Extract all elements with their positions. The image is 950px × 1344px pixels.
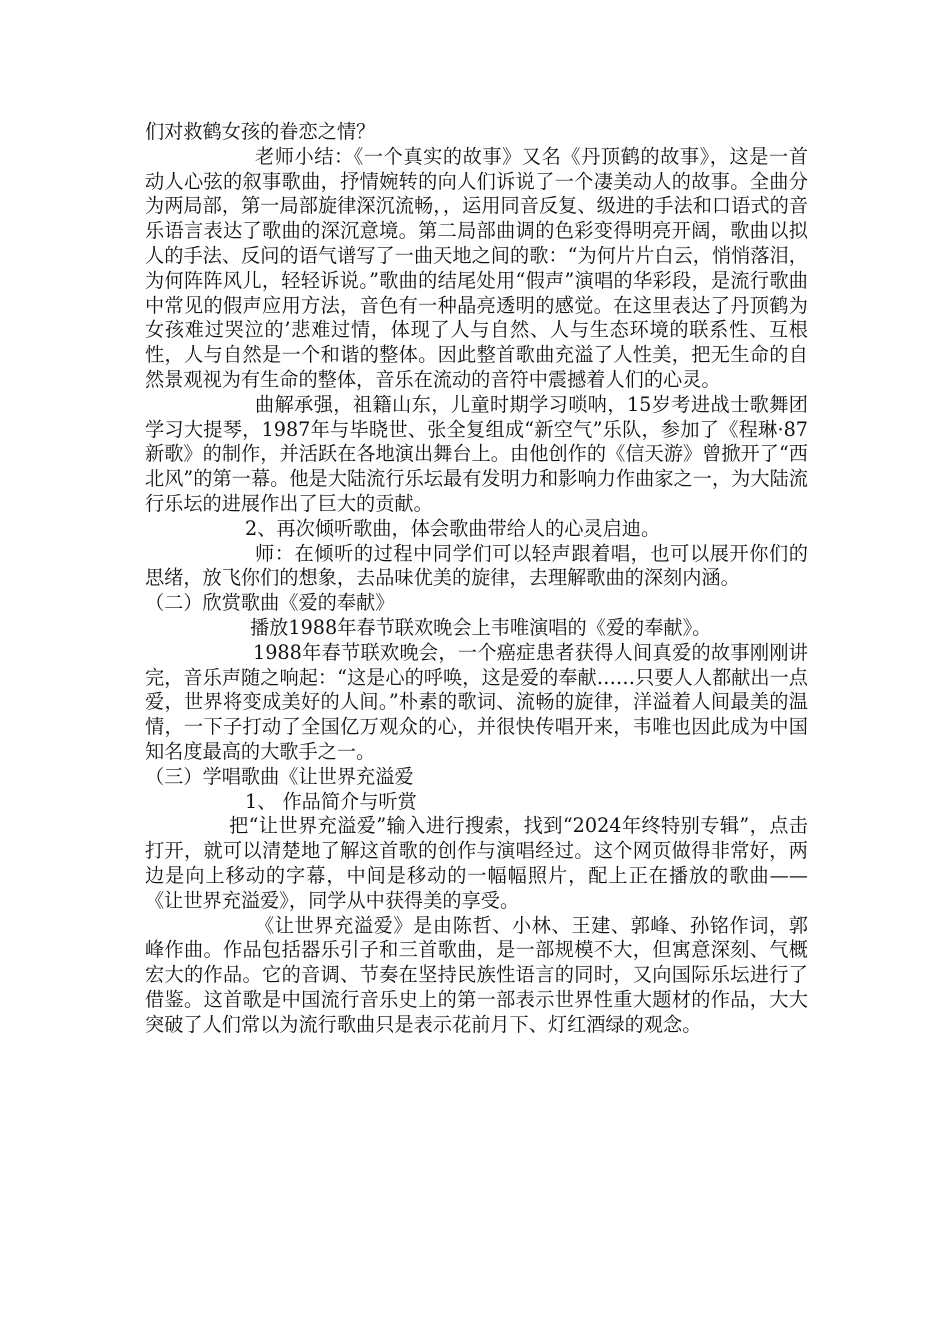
list-item-intro-listen: 1、 作品简介与听赏 [245, 789, 417, 813]
paragraph-composer-bio: 曲解承强，祖籍山东，儿童时期学习唢呐，15岁考进战士歌舞团学习大提琴，1987年与毕晓世、张全复组成“新空气”乐队，参加了《程琳·87新歌》的制作，并活跃在各地演出舞台上。由他创作的《信天游》曾掀开了“西北风”的第一幕。他是大陆流行乐坛最有发明力和影响力作曲家之一，为大陆流行乐坛的进展作出了巨大的贡献。 [145, 392, 808, 515]
section-heading-fill-world-love: （三）学唱歌曲《让世界充溢爱 [145, 764, 414, 788]
paragraph-play-video: 播放1988年春节联欢晚会上韦唯演唱的《爱的奉献》。 [250, 615, 712, 639]
paragraph-search-instructions: 把“让世界充溢爱”输入进行搜索，找到“2024年终特别专辑”，点击打开，就可以清楚地了解这首歌的创作与演唱经过。这个网页做得非常好，两边是向上移动的字幕，中间是移动的一幅幅照片，配上正在播放的歌曲——《让世界充溢爱》，同学从中获得美的享受。 [145, 814, 808, 912]
paragraph-continuation: 们对救鹤女孩的眷恋之情？ [145, 120, 376, 143]
paragraph-teacher-summary: 老师小结：《一个真实的故事》又名《丹顶鹤的故事》，这是一首动人心弦的叙事歌曲，抒情婉转的向人们诉说了一个凄美动人的故事。全曲分为两局部，第一局部旋律深沉流畅，，运用同音反复、级进的手法和口语式的音乐语言表达了歌曲的深沉意境。第二局部曲调的色彩变得明亮开阔，歌曲以拟人的手法、反问的语气谱写了一曲天地之间的歌：“为何片片白云，悄悄落泪，为何阵阵风儿，轻轻诉说。”歌曲的结尾处用“假声”演唱的华彩段，是流行歌曲中常见的假声应用方法，音色有一种晶亮透明的感觉。在这里表达了丹顶鹤为女孩难过哭泣的’悲难过情，体现了人与自然、人与生态环境的联系性、互根性，人与自然是一个和谐的整体。因此整首歌曲充溢了人性美，把无生命的自然景观视为有生命的整体，音乐在流动的音符中震撼着人们的心灵。 [145, 144, 808, 391]
paragraph-gala-story: 1988年春节联欢晚会，一个癌症患者获得人间真爱的故事刚刚讲完，音乐声随之响起：“这是心的呼唤，这是爱的奉献……只要人人都献出一点爱，世界将变成美好的人间。”朴素的歌词、流畅的旋律，洋溢着人间最美的温情，一下子打动了全国亿万观众的心，并很快传唱开来，韦唯也因此成为中国知名度最高的大歌手之一。 [145, 640, 808, 763]
paragraph-work-description: 《让世界充溢爱》是由陈哲、小林、王建、郭峰、孙铭作词，郭峰作曲。作品包括器乐引子和三首歌曲，是一部规模不大，但寓意深刻、气概宏大的作品。它的音调、节奏在坚持民族性语言的同时，又向国际乐坛进行了借鉴。这首歌是中国流行音乐史上的第一部表示世界性重大题材的作品，大大突破了人们常以为流行歌曲只是表示花前月下、灯红酒绿的观念。 [145, 913, 808, 1036]
list-item-listen-again: 2、再次倾听歌曲，体会歌曲带给人的心灵启迪。 [245, 516, 661, 540]
document-body [145, 120, 808, 1037]
paragraph-teacher-instruction: 师：在倾听的过程中同学们可以轻声跟着唱，也可以展开你们的思绪，放飞你们的想象，去品味优美的旋律，去理解歌曲的深刻内涵。 [145, 541, 808, 590]
section-heading-love-dedication: （二）欣赏歌曲《爱的奉献》 [145, 591, 395, 615]
